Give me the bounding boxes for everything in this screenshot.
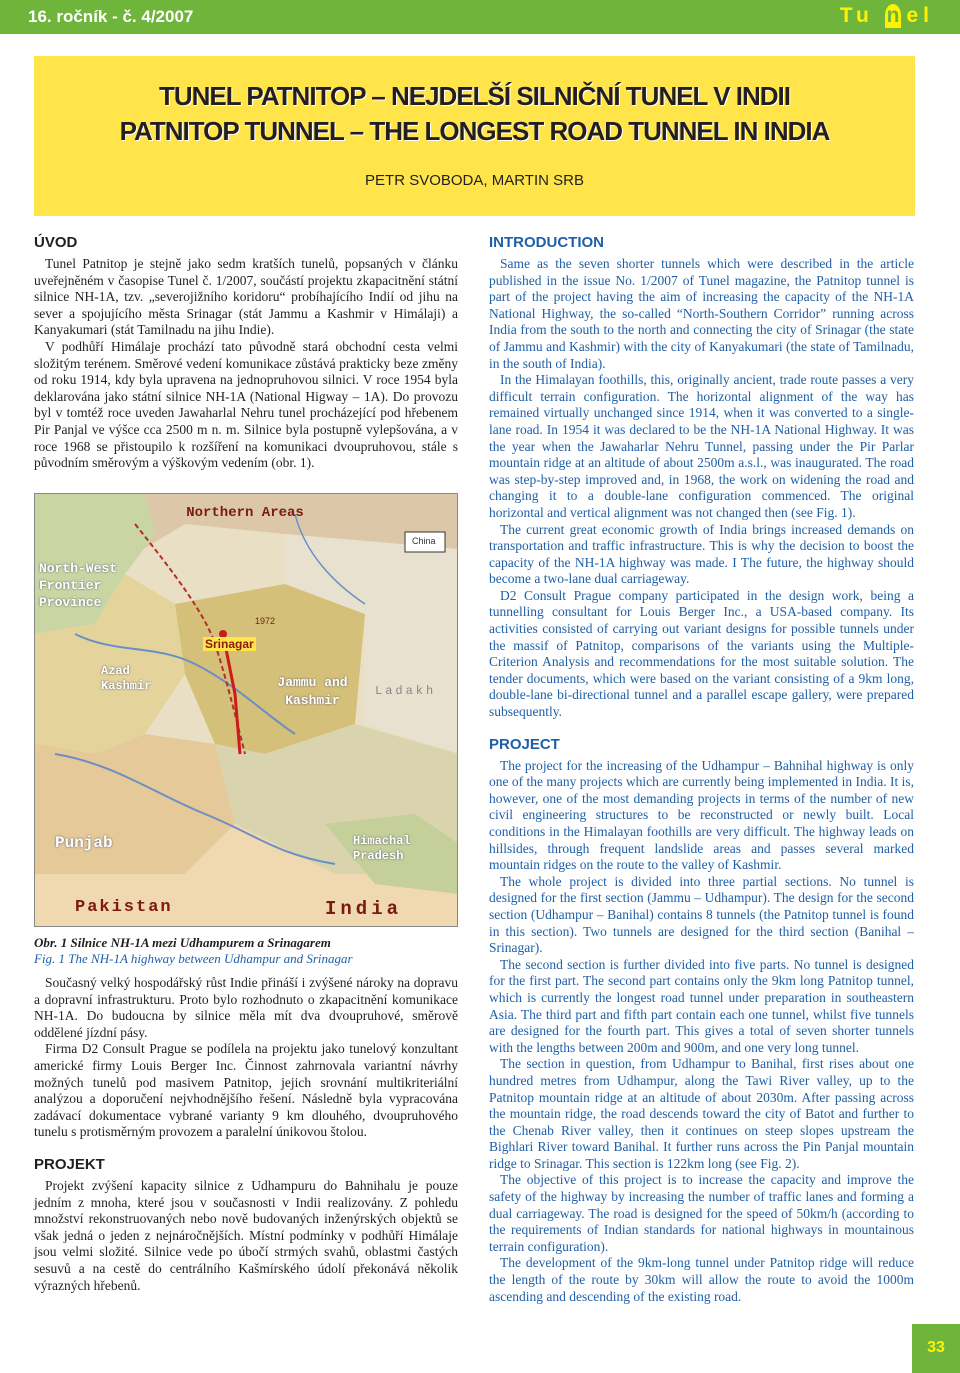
title-box xyxy=(34,56,915,216)
cz-paragraph: Současný velký hospodářský růst Indie přináší i zvýšené nároky na dopravu a dopravní infrastrukturu. Proto bylo rozhodnuto o zkapacitnění komunikace NH-1A. Do budoucna by silnice měla mít dva dvoupruhové, směrově oddělené jízdní pásy. xyxy=(34,975,458,1040)
map-label-north-west-frontier: North-West Frontier Province xyxy=(39,561,118,610)
magazine-logo xyxy=(840,4,934,28)
cz-paragraph: Firma D2 Consult Prague se podílela na projektu jako tunelový konzultant americké firmy Louis Berger Inc. Činnost zahrnovala variantní návrhy možných tunelů pod masivem Patnitop, jejich srovnání multikriteriální analýzou a doporučení nejvhodnějšího řešení. Následně byla vypracována zadávací dokumentace vybrané varianty 9 km dlouhého, dvoupruhového tunelu s protisměrným provozem a paralelní únikovou štolou. xyxy=(34,1041,458,1140)
map-label-northern-areas: Northern Areas xyxy=(186,505,304,521)
map-label-china: China xyxy=(412,536,436,546)
map-figure xyxy=(34,493,458,927)
header-bar xyxy=(0,0,960,34)
logo-part-3: el xyxy=(906,4,934,27)
map-label-1972: 1972 xyxy=(255,616,276,626)
en-paragraph: The section in question, from Udhampur to Banihal, first rises about one hundred metres from Udhampur, along the Tawi River valley, up to the Patnitop mountain ridge at an altitude of about 2030m. After passing across the mountain ridge, the road descends toward the city of Batot and further to the Chenab River valley, then it continues on steep slopes upstream the Bighlari River toward Banihal. It further runs across the Pin Panjal mountain ridge to Srinagar. This section is 122km long (see Fig. 2). xyxy=(489,1056,914,1171)
en-paragraph: In the Himalayan foothills, this, originally ancient, trade route passes a very difficult terrain configuration. The horizontal alignment of the way has remained virtually unchanged since 1914, when it was converted to a single-lane road. In 1954 it was declared to be the NH-1A National Highway. It was the year when the Jawaharlar Nehru Tunnel, passing under the Pir Parlar mountain ridge at an altitude of about 2500m a.s.l., was inaugurated. The road was step-by-step improved and, in 1968, the work on widening the road and changing it to a double-lane configuration commenced. The original horizontal and vertical alignment was not changed then (see Fig. 1). xyxy=(489,372,914,520)
issue-label: 16. ročník - č. 4/2007 xyxy=(28,7,194,26)
heading-uvod: ÚVOD xyxy=(34,234,78,251)
map-label-pakistan: Pakistan xyxy=(75,898,173,917)
map-label-punjab: Punjab xyxy=(55,834,113,852)
caption-cz: Obr. 1 Silnice NH-1A mezi Udhampurem a Srinagarem xyxy=(34,935,331,950)
map-label-himachal: Himachal Pradesh xyxy=(353,834,411,863)
en-column xyxy=(489,233,914,1305)
en-paragraph: The development of the 9km-long tunnel under Patnitop ridge will reduce the length of the route by 30km will allow the route to avoid the 1000m ascending and descending of the existing road. xyxy=(489,1255,914,1304)
logo-part-1: Tu xyxy=(839,4,874,27)
heading-projekt: PROJEKT xyxy=(34,1155,105,1173)
page-number: 33 xyxy=(912,1324,960,1373)
heading-introduction: INTRODUCTION xyxy=(489,234,604,251)
en-paragraph: D2 Consult Prague company participated in the design work, being a tunnelling consultant for Louis Berger Inc., a USA-based company. Its activities consisted of carrying out variant designs for possible tunnels under the massif of Patnitop, comparisons of the variants using the Multiple-Criterion Analysis and recommendations for the most suitable solution. The tender documents, which were based on the variant consisting of a 9km long, double-lane bi-directional tunnel and a parallel escape gallery, were prepared subsequently. xyxy=(489,587,914,720)
title-en: PATNITOP TUNNEL – THE LONGEST ROAD TUNNEL IN INDIA xyxy=(119,116,830,146)
title-cz: TUNEL PATNITOP – NEJDELŠÍ SILNIČNÍ TUNEL V INDII xyxy=(159,81,790,111)
en-paragraph: The whole project is divided into three partial sections. No tunnel is designed for the first section (Jammu – Udhampur). The design for the second section (Udhampur – Banihal) contains 8 tunnels (the Patnitop tunnel is found in this section). Two tunnels are designed for the third section (Banihal – Srinagar). xyxy=(489,873,914,956)
en-paragraph: The second section is further divided into five parts. No tunnel is designed for the first part. The second part contains only the 9km long Patnitop tunnel, which is currently the longest road tunnel under preparation in southeastern Asia. The third part and fifth part contain each one tunnel, whilst five tunnels are designed for the fourth part. This gives a total of seven shorter tunnels with the lengths between 200m and 900m, and one very long tunnel. xyxy=(489,956,914,1055)
cz-bottom-column xyxy=(34,975,458,1294)
heading-project: PROJECT xyxy=(489,735,560,753)
cz-intro-column xyxy=(34,233,458,472)
map-label-jammu-kashmir: Jammu and Kashmir xyxy=(277,675,348,708)
en-paragraph: Same as the seven shorter tunnels which were described in the article published in the issue No. 1/2007 of Tunel magazine, the Patnitop tunnel is part of the project having the aim of increasing the capacity of the NH-1A National Highway, the so-called “North-Southern Corridor” running across India from the south to the north and connecting the city of Srinagar (the state of Jammu and Kashmir) with the city of Kanyakumari (the state of Tamilnadu, in the south of India). xyxy=(489,256,914,371)
en-paragraph: The objective of this project is to increase the capacity and improve the safety of the highway by increasing the number of traffic lanes and forming a dual carriageway. The road is designed for the speed of 50km/h (according to the requirements of Indian standards for national highways in mountainous terrain configuration). xyxy=(489,1172,914,1254)
cz-paragraph: Projekt zvýšení kapacity silnice z Udhampuru do Bahnihalu je pouze jedním z mnoha, které jsou v současnosti v Indii realizovány. Z pohledu množství rekonstruovaných nebo nově budovaných inženýrských objektů se však jedná o jeden z nejnáročnějších. Místní podmínky v podhůří Himálaje jsou velmi složité. Silnice vede po úbočí strmých svahů, oblastmi častých sesuvů a na cestě do centrálního Kašmírského údolí překonává několik výrazných hřebenů. xyxy=(34,1177,458,1293)
map-label-india: India xyxy=(325,898,403,920)
map-label-azad-kashmir: Azad Kashmir xyxy=(101,664,152,693)
map-label-ladakh: Ladakh xyxy=(375,684,437,698)
figure-caption xyxy=(34,935,458,967)
en-paragraph: The current great economic growth of India brings increased demands on transportation and traffic infrastructure. This is why the decision to boost the capacity of the NH-1A highway was made. I The future, the highway should become a two-lane dual carriageway. xyxy=(489,521,914,587)
cz-paragraph: Tunel Patnitop je stejně jako sedm kratších tunelů, popsaných v článku uveřejněném v časopise Tunel č. 1/2007, součástí projektu zkapacitnění státní silnice NH-1A, tzv. „severojižního koridoru“ probíhajícího Indií od jihu na sever a spojujícího města Srinagar (stát Jammu a Kashmir v Himálaji) a Kanyakumari (stát Tamilnadu na jihu Indie). xyxy=(34,256,458,338)
map-label-srinagar: Srinagar xyxy=(205,637,254,651)
caption-en: Fig. 1 The NH-1A highway between Udhampur and Srinagar xyxy=(34,951,353,966)
cz-paragraph: V podhůří Himálaje prochází tato původně stará obchodní cesta velmi složitým terénem. Směrové vedení komunikace zůstává prakticky beze změny od roku 1914, kdy byla upravena na jednopruhovou silnici. V roce 1954 byla deklarována jako státní silnice NH-1A (National Higway – 1A). Do provozu byl v tomtéž roce uveden Jawaharlal Nehru tunel procházející pod hřebenem Pir Panjal ve výšce cca 2500 m n. m. Silnice byla postupně vylepšována, a v roce 1968 se přistoupilo k rozšíření na komunikaci dvoupruhovou, stále s původním směrovým a výškovým vedením (obr. 1). xyxy=(34,338,458,471)
authors: PETR SVOBODA, MARTIN SRB xyxy=(365,172,584,189)
logo-part-2: n xyxy=(886,4,900,27)
en-paragraph: The project for the increasing of the Udhampur – Bahnihal highway is only one of the many projects which are currently being implemented in India. It is, however, one of the most demanding projects in terms of the number of new civil engineering structures to be reconstructed or newly built. Local conditions in the Himalayan foothills are very difficult. The highway leads on hillsides, through frequent landslide areas and passes several marked mountain ridges on the route to the valley of Kashmir. xyxy=(489,757,914,873)
